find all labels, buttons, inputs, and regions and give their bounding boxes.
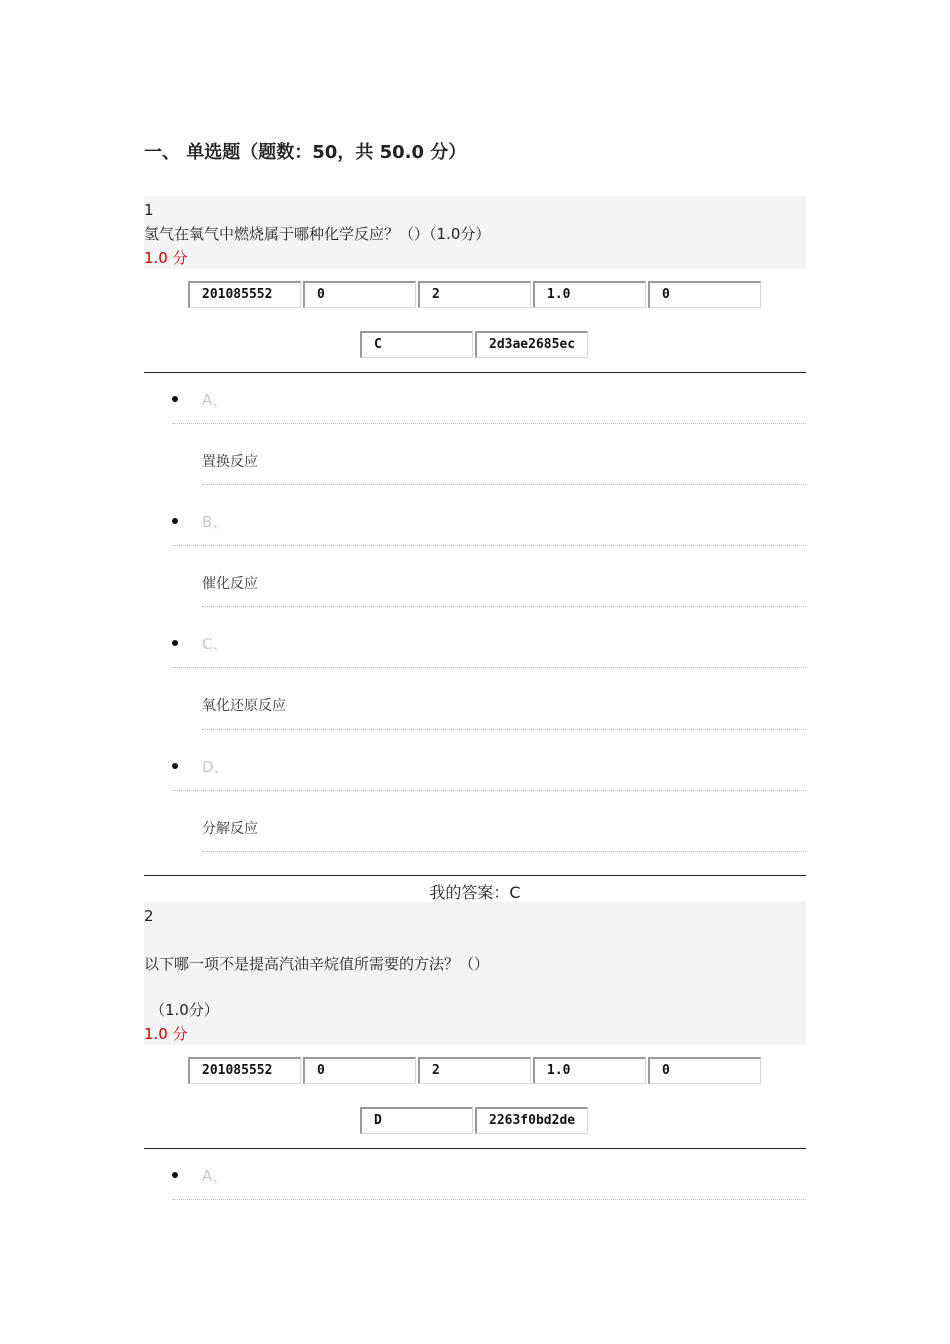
answer-meta-row bbox=[188, 281, 761, 308]
meta-box: 0 bbox=[648, 1057, 761, 1084]
option-text-d[interactable]: 分解反应 bbox=[202, 821, 258, 837]
question-text: 以下哪一项不是提高汽油辛烷值所需要的方法？（） bbox=[144, 955, 490, 973]
question-text-score: （1.0分） bbox=[150, 1001, 219, 1019]
bullet-icon bbox=[172, 640, 178, 646]
question-text: 氢气在氧气中燃烧属于哪种化学反应？（）（1.0分） bbox=[144, 225, 491, 243]
question-header bbox=[144, 902, 806, 1045]
meta-box: 0 bbox=[648, 281, 761, 308]
dotted-divider bbox=[202, 484, 806, 485]
dotted-divider bbox=[202, 851, 806, 852]
question-score: 1.0 分 bbox=[144, 249, 188, 267]
dotted-divider bbox=[172, 790, 806, 791]
key-box: C bbox=[360, 331, 473, 358]
answer-key-row bbox=[360, 331, 588, 358]
option-letter-a: A、 bbox=[202, 391, 228, 409]
meta-box: 0 bbox=[303, 281, 416, 308]
divider bbox=[144, 1148, 806, 1149]
option-text-c[interactable]: 氧化还原反应 bbox=[202, 698, 286, 714]
question-1 bbox=[144, 196, 806, 269]
question-number: 1 bbox=[144, 201, 154, 219]
section-title: 一、 单选题（题数：50，共 50.0 分） bbox=[144, 142, 467, 163]
bullet-icon bbox=[172, 763, 178, 769]
meta-box: 201085552 bbox=[188, 1057, 301, 1084]
option-text-b[interactable]: 催化反应 bbox=[202, 576, 258, 592]
question-score: 1.0 分 bbox=[144, 1025, 188, 1043]
option-letter-b: B、 bbox=[202, 513, 228, 531]
answer-meta-row bbox=[188, 1057, 761, 1084]
answer-key-row bbox=[360, 1107, 588, 1134]
dotted-divider bbox=[202, 729, 806, 730]
meta-box: 201085552 bbox=[188, 281, 301, 308]
bullet-icon bbox=[172, 1172, 178, 1178]
dotted-divider bbox=[172, 545, 806, 546]
option-text-a[interactable]: 置换反应 bbox=[202, 454, 258, 470]
option-letter-d: D、 bbox=[202, 758, 229, 776]
divider bbox=[144, 372, 806, 373]
key-box: 2263f0bd2de bbox=[475, 1107, 588, 1134]
meta-box: 0 bbox=[303, 1057, 416, 1084]
dotted-divider bbox=[172, 423, 806, 424]
key-box: D bbox=[360, 1107, 473, 1134]
my-answer: 我的答案：C bbox=[429, 883, 521, 902]
question-2 bbox=[144, 902, 806, 1045]
meta-box: 2 bbox=[418, 281, 531, 308]
option-letter-a: A、 bbox=[202, 1167, 228, 1185]
bullet-icon bbox=[172, 396, 178, 402]
question-header bbox=[144, 196, 806, 269]
meta-box: 1.0 bbox=[533, 281, 646, 308]
question-number: 2 bbox=[144, 907, 154, 925]
dotted-divider bbox=[202, 606, 806, 607]
key-box: 2d3ae2685ec bbox=[475, 331, 588, 358]
dotted-divider bbox=[172, 667, 806, 668]
option-letter-c: C、 bbox=[202, 635, 228, 653]
dotted-divider bbox=[172, 1199, 806, 1200]
meta-box: 2 bbox=[418, 1057, 531, 1084]
divider bbox=[144, 875, 806, 876]
meta-box: 1.0 bbox=[533, 1057, 646, 1084]
bullet-icon bbox=[172, 518, 178, 524]
